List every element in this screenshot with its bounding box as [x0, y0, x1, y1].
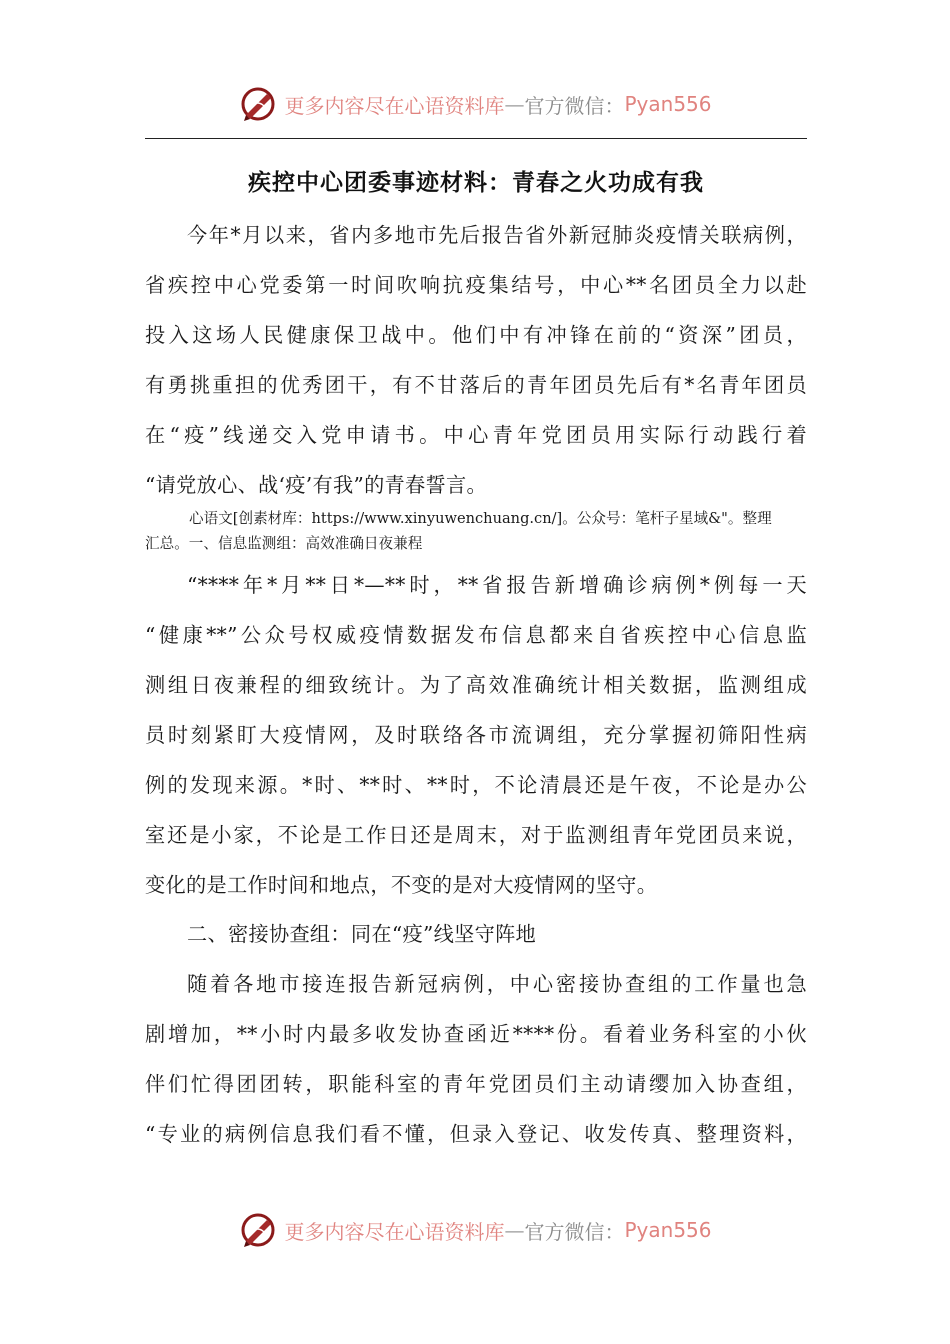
pen-logo-icon — [238, 84, 278, 124]
paragraph-1-line-6: “请党放心、战‘疫’有我”的青春誓言。 — [145, 473, 487, 497]
footer-wechat-id: Pyan556 — [624, 1218, 712, 1242]
source-note-line-1: 心语文[创素材库：https://www.xinyuwenchuang.cn/]。公众号：笔杆子星域&"。整理 — [189, 510, 772, 527]
source-note-line-2: 汇总。一、信息监测组：高效准确日夜兼程 — [145, 535, 423, 552]
paragraph-2-line-5: 例的发现来源。*时、**时、**时，不论清晨还是午夜，不论是办公 — [145, 773, 807, 797]
paragraph-1-line-2: 省疾控中心党委第一时间吹响抗疫集结号，中心**名团员全力以赴 — [145, 273, 807, 297]
footer-dash: — — [504, 1218, 525, 1242]
footer-wechat-label: 官方微信： — [524, 1219, 625, 1244]
section-heading-2: 二、密接协查组：同在“疫”线坚守阵地 — [187, 922, 537, 946]
paragraph-2-line-3: 测组日夜兼程的细致统计。为了高效准确统计相关数据，监测组成 — [145, 673, 807, 697]
paragraph-1-line-3: 投入这场人民健康保卫战中。他们中有冲锋在前的“资深”团员， — [145, 323, 807, 347]
footer-promo-text: 更多内容尽在心语资料库 — [284, 1219, 505, 1244]
paragraph-2-line-6: 室还是小家，不论是工作日还是周末，对于监测组青年党团员来说， — [145, 823, 807, 847]
header-banner — [0, 82, 950, 126]
paragraph-2-line-2: “健康**”公众号权威疫情数据发布信息都来自省疾控中心信息监 — [145, 623, 807, 647]
paragraph-1-line-5: 在“疫”线递交入党申请书。中心青年党团员用实际行动践行着 — [145, 423, 807, 447]
header-dash: — — [504, 92, 525, 116]
header-wechat-id: Pyan556 — [624, 92, 712, 116]
paragraph-2-line-4: 员时刻紧盯大疫情网，及时联络各市流调组，充分掌握初筛阳性病 — [145, 723, 807, 747]
pen-logo-icon — [238, 1210, 278, 1250]
header-promo-text: 更多内容尽在心语资料库 — [284, 93, 505, 118]
paragraph-2-line-7: 变化的是工作时间和地点，不变的是对大疫情网的坚守。 — [145, 873, 658, 897]
header-divider — [145, 138, 807, 139]
paragraph-3-line-4: “专业的病例信息我们看不懂，但录入登记、收发传真、整理资料， — [145, 1122, 807, 1146]
footer-banner — [0, 1208, 950, 1252]
paragraph-3-line-3: 伴们忙得团团转，职能科室的青年党团员们主动请缨加入协查组， — [145, 1072, 807, 1096]
paragraph-1-line-4: 有勇挑重担的优秀团干，有不甘落后的青年团员先后有*名青年团员 — [145, 373, 807, 397]
paragraph-3-line-1: 随着各地市接连报告新冠病例，中心密接协查组的工作量也急 — [187, 972, 807, 996]
document-title: 疾控中心团委事迹材料：青春之火功成有我 — [248, 170, 704, 196]
paragraph-3-line-2: 剧增加，**小时内最多收发协查函近****份。看着业务科室的小伙 — [145, 1022, 807, 1046]
header-wechat-label: 官方微信： — [524, 93, 625, 118]
paragraph-2-line-1: “****年*月**日*—**时，**省报告新增确诊病例*例每一天 — [187, 573, 807, 597]
paragraph-1-line-1: 今年*月以来，省内多地市先后报告省外新冠肺炎疫情关联病例， — [187, 223, 807, 247]
